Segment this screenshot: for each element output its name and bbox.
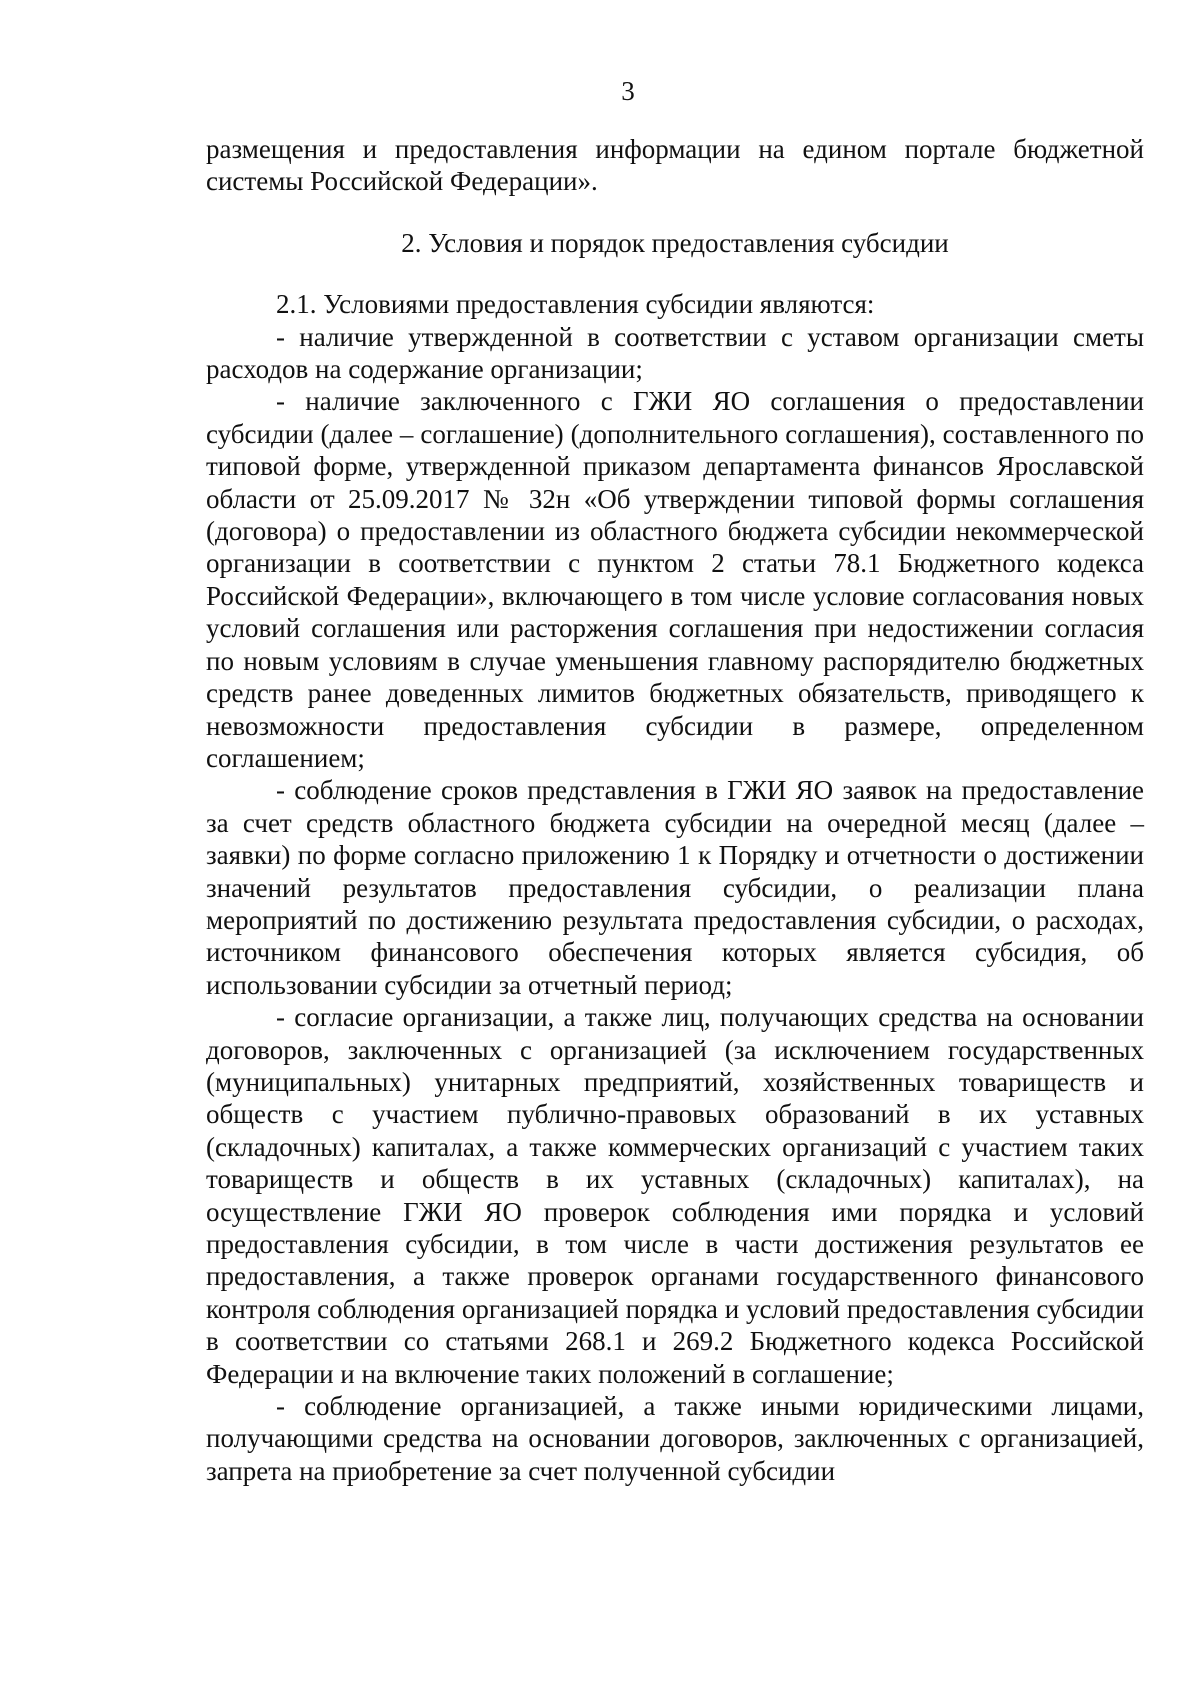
condition-item-agreement: - наличие заключенного с ГЖИ ЯО соглашения о предоставлении субсидии (далее – соглашение) (дополнительного соглашения), составленного по типовой форме, утвержденной приказом департамента финансов Ярославской области от 25.09.2017 № 32н «Об утверждении типовой формы соглашения (договора) о предоставлении из областного бюджета субсидии некоммерческой организации в соответствии с пунктом 2 статьи 78.1 Бюджетного кодекса Российской Федерации», включающего в том числе условие согласования новых условий соглашения или расторжения соглашения при недостижении согласия по новым условиям в случае уменьшения главному распорядителю бюджетных средств ранее доведенных лимитов бюджетных обязательств, приводящего к невозможности предоставления субсидии в размере, определенном соглашением;	[206, 386, 1144, 773]
condition-item-consent: - согласие организации, а также лиц, получающих средства на основании договоров, заключенных с организацией (за исключением государственных (муниципальных) унитарных предприятий, хозяйственных товариществ и обществ с участием публично-правовых образований в их уставных (складочных) капиталах, а также коммерческих организаций с участием таких товариществ и обществ в их уставных (складочных) капиталах), на осуществление ГЖИ ЯО проверок соблюдения ими порядка и условий предоставления субсидии, в том числе в части достижения результатов ее предоставления, а также проверок органами государственного финансового контроля соблюдения организацией порядка и условий предоставления субсидии в соответствии со статьями 268.1 и 269.2 Бюджетного кодекса Российской Федерации и на включение таких положений в соглашение;	[206, 1002, 1144, 1389]
paragraph-continuation: размещения и предоставления информации на едином портале бюджетной системы Российской Федерации».	[206, 134, 1144, 197]
condition-item-estimate: - наличие утвержденной в соответствии с уставом организации сметы расходов на содержание организации;	[206, 321, 1144, 385]
condition-item-prohibition: - соблюдение организацией, а также иными юридическими лицами, получающими средства на основании договоров, заключенных с организацией, запрета на приобретение за счет полученной субсидии	[206, 1391, 1144, 1486]
section-heading: 2. Условия и порядок предоставления субсидии	[401, 227, 949, 258]
document-body	[206, 133, 1144, 1487]
page-number: 3	[621, 76, 635, 106]
condition-item-deadlines: - соблюдение сроков представления в ГЖИ ЯО заявок на предоставление за счет средств областного бюджета субсидии на очередной месяц (далее – заявки) по форме согласно приложению 1 к Порядку и отчетности о достижении значений результатов предоставления субсидии, о реализации плана мероприятий по достижению результата предоставления субсидии, о расходах, источником финансового обеспечения которых является субсидия, об использовании субсидии за отчетный период;	[206, 775, 1144, 1000]
clause-2-1-intro: 2.1. Условиями предоставления субсидии являются:	[276, 289, 875, 320]
